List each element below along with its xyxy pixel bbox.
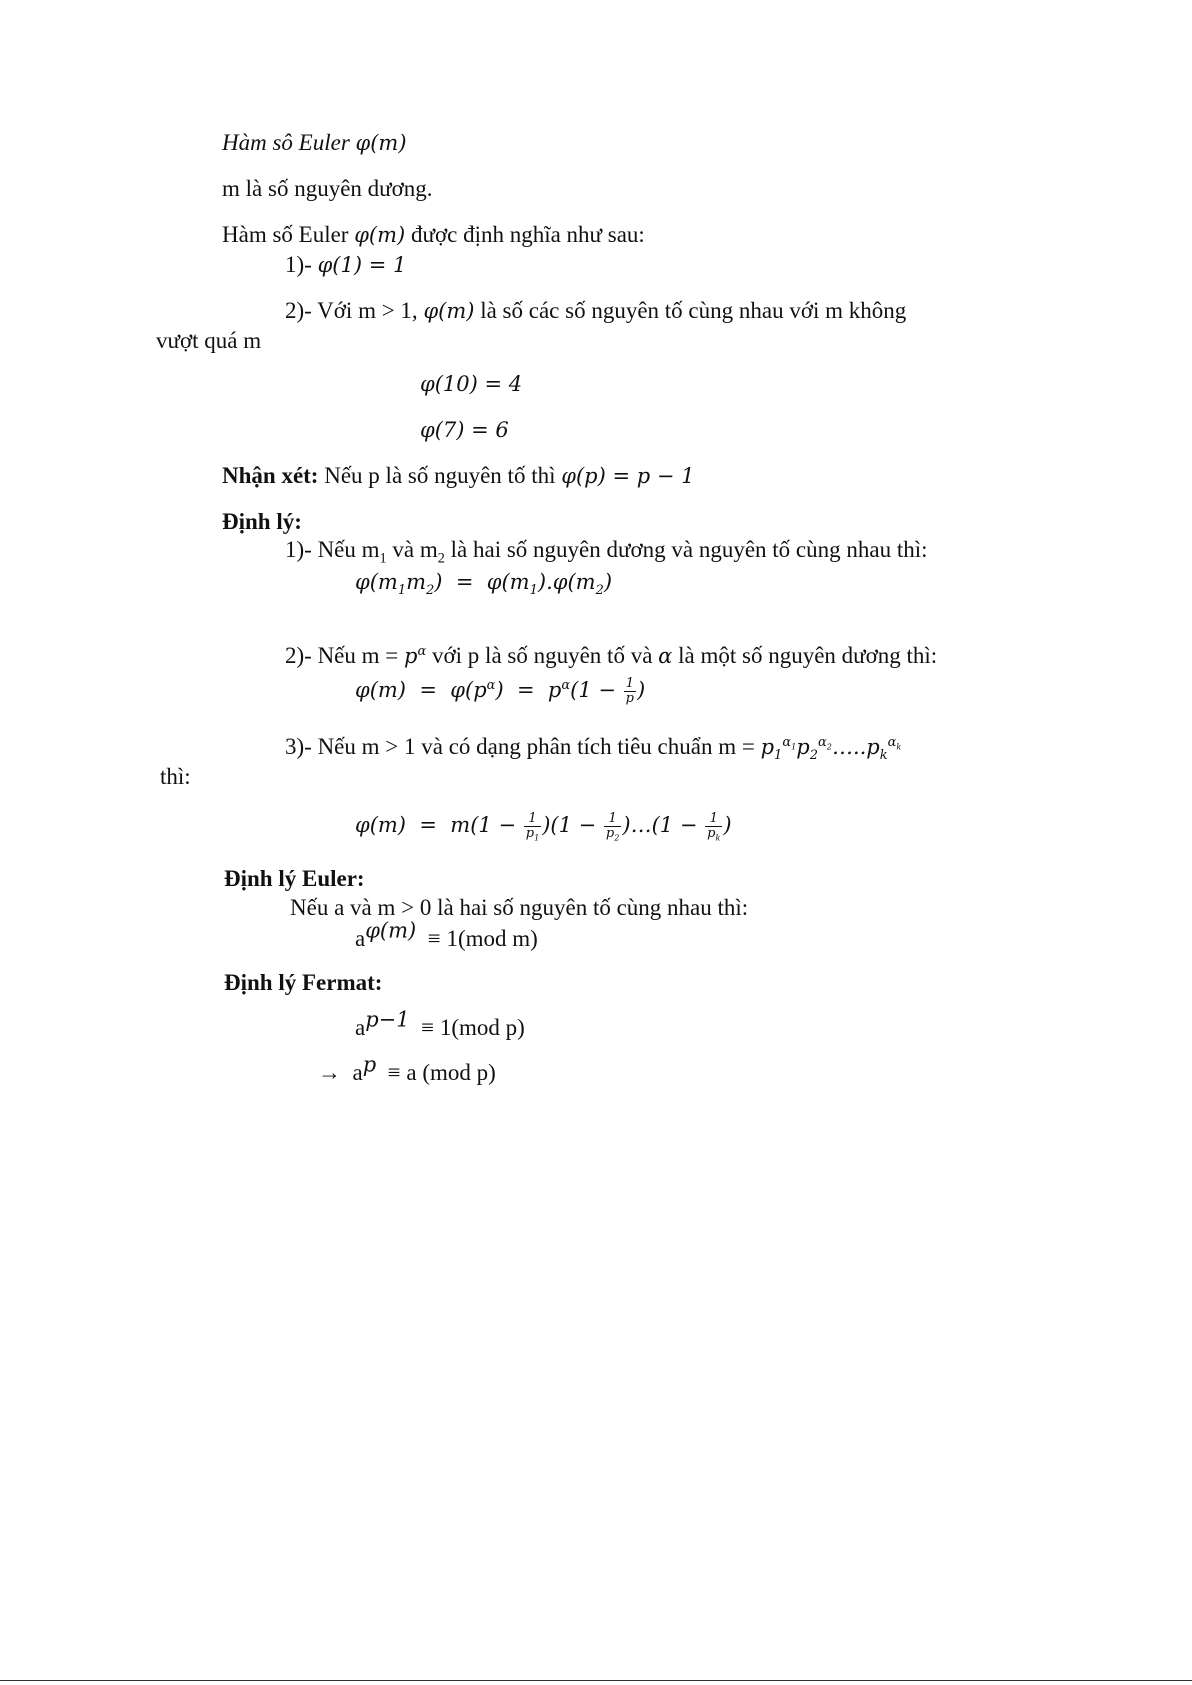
euler-theorem-heading: Định lý Euler:: [224, 866, 365, 891]
section-heading: Hàm sô Euler φ(m): [222, 130, 407, 155]
formula-prime-power: $\varphi(m) = \varphi(p^\alpha) = p^\alpha(1$ − $\frac{1}{p}$ ): [355, 676, 646, 706]
definition-item-2-wrap: vượt quá m: [156, 328, 262, 353]
definition-item-1: 1)- φ(1) = 1: [285, 252, 407, 277]
formula-general: φ(m) = m(1 − $\frac{1}{p_1}$ )(1 − $\frac{1}{p_2}$ )…(1 − $\frac{1}{p_k}$ ): [355, 811, 732, 843]
example-phi-10: φ(10) = 4: [420, 372, 523, 396]
formula-multiplicative: $\varphi(m_1m_2) = \varphi(m_1).\varphi(m_2)$: [355, 570, 613, 599]
fermat-congruence-2: → $a^p \equiv a$ (mod p): [318, 1052, 496, 1085]
theorem-item-2: 2)- Nếu $m = p^\alpha$ với p là số nguyên tố và α là một số nguyên dương thì:: [285, 643, 938, 668]
theorem-item-1: 1)- Nếu $m_1$ và $m_2$ là hai số nguyên dương và nguyên tố cùng nhau thì:: [285, 537, 928, 567]
fermat-congruence-1: $a^{p-1} \equiv 1(mod$ p): [355, 1007, 525, 1040]
remark: Nhận xét: Nếu p là số nguyên tố thì φ(p) = p − 1: [222, 463, 695, 488]
fermat-theorem-heading: Định lý Fermat:: [224, 970, 383, 995]
page-bottom-rule: [0, 1680, 1192, 1681]
text-line: m là số nguyên dương.: [222, 176, 433, 201]
euler-congruence: $a^{\varphi(m)} \equiv 1(mod$ m): [355, 918, 538, 951]
example-phi-7: φ(7) = 6: [420, 418, 509, 442]
definition-intro: Hàm số Euler φ(m) được định nghĩa như sau:: [222, 222, 645, 247]
theorem-item-3-wrap: thì:: [160, 764, 191, 789]
definition-item-2: 2)- Với m > 1, φ(m) là số các số nguyên tố cùng nhau với m không: [285, 298, 907, 323]
theorem-heading: Định lý:: [222, 509, 302, 534]
right-arrow-icon: →: [318, 1060, 341, 1085]
euler-theorem-text: Nếu a và m > 0 là hai số nguyên tố cùng nhau thì:: [290, 895, 749, 920]
theorem-item-3: 3)- Nếu m > 1 và có dạng phân tích tiêu chuẩn $m = p_1^{\alpha_1}p_2^{\alpha_2}\dots..p_k^{\alpha_k}$: [285, 734, 902, 764]
